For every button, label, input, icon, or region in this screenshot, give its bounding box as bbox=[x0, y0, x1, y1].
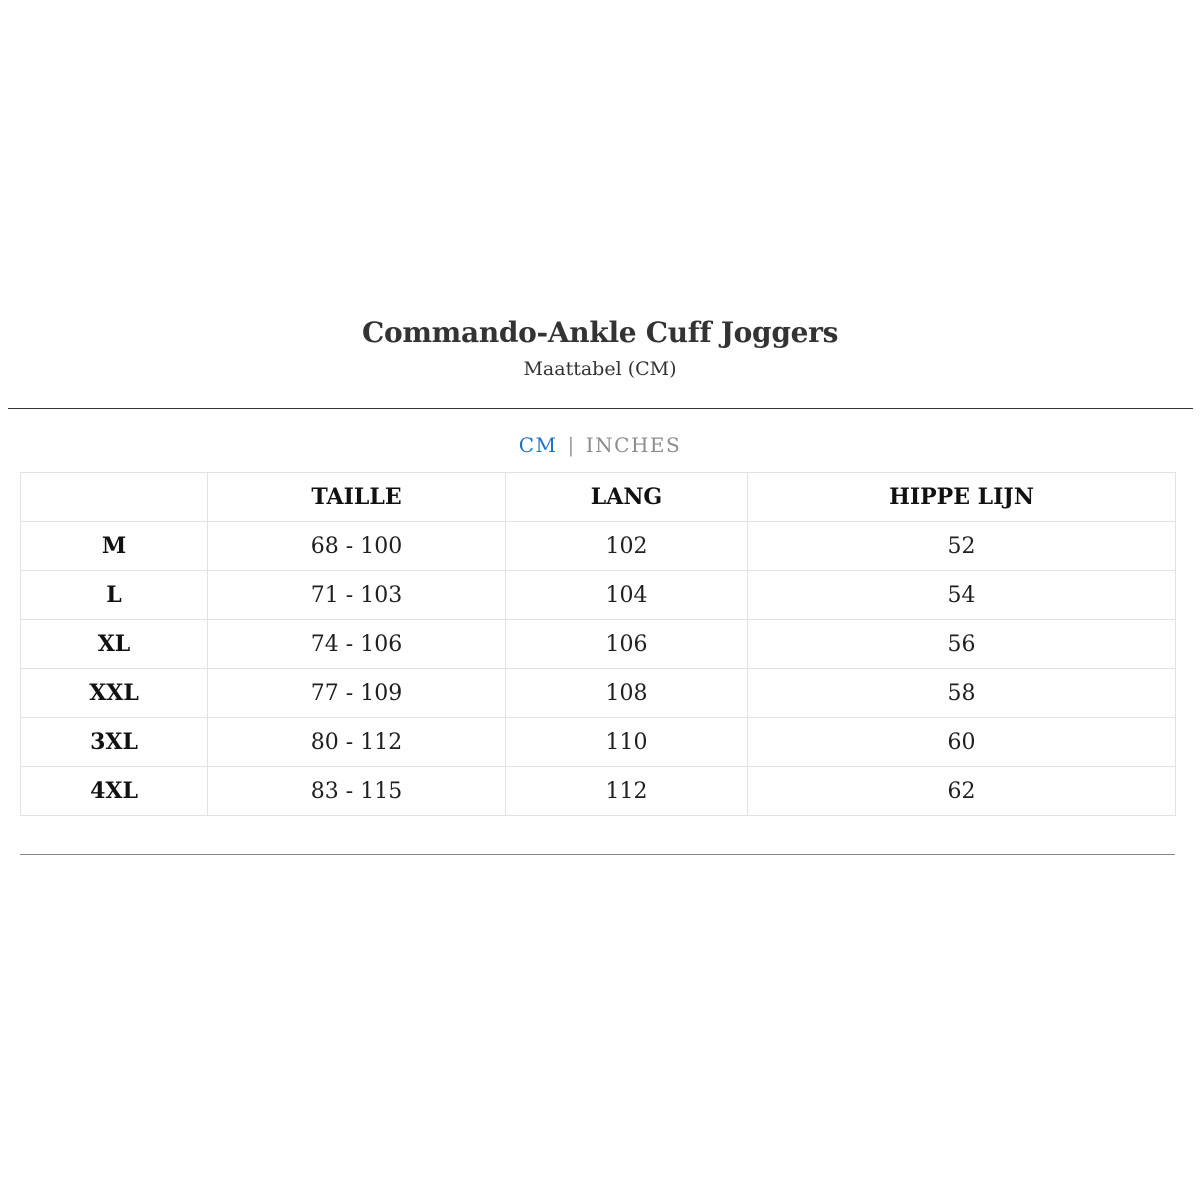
table-row bbox=[21, 571, 1176, 620]
taille-cell: 74 - 106 bbox=[208, 620, 506, 669]
taille-cell: 80 - 112 bbox=[208, 718, 506, 767]
header-lang: LANG bbox=[506, 473, 748, 522]
hippe-lijn-cell: 52 bbox=[748, 522, 1176, 571]
page-title: Commando-Ankle Cuff Joggers bbox=[361, 316, 839, 349]
table-row bbox=[21, 718, 1176, 767]
lang-cell: 110 bbox=[506, 718, 748, 767]
hippe-lijn-cell: 58 bbox=[748, 669, 1176, 718]
table-header-row bbox=[21, 473, 1176, 522]
table-row bbox=[21, 620, 1176, 669]
size-cell: L bbox=[21, 571, 208, 620]
unit-separator: | bbox=[567, 433, 576, 457]
unit-toggle bbox=[0, 433, 1200, 457]
size-cell: M bbox=[21, 522, 208, 571]
lang-cell: 106 bbox=[506, 620, 748, 669]
lang-cell: 108 bbox=[506, 669, 748, 718]
unit-inches-tab[interactable]: INCHES bbox=[585, 433, 682, 457]
table-row bbox=[21, 669, 1176, 718]
hippe-lijn-cell: 56 bbox=[748, 620, 1176, 669]
taille-cell: 71 - 103 bbox=[208, 571, 506, 620]
size-cell: 4XL bbox=[21, 767, 208, 816]
taille-cell: 77 - 109 bbox=[208, 669, 506, 718]
bottom-divider bbox=[20, 854, 1175, 855]
size-cell: XL bbox=[21, 620, 208, 669]
taille-cell: 68 - 100 bbox=[208, 522, 506, 571]
lang-cell: 104 bbox=[506, 571, 748, 620]
hippe-lijn-cell: 62 bbox=[748, 767, 1176, 816]
unit-cm-tab[interactable]: CM bbox=[518, 433, 558, 457]
taille-cell: 83 - 115 bbox=[208, 767, 506, 816]
table-row bbox=[21, 522, 1176, 571]
hippe-lijn-cell: 54 bbox=[748, 571, 1176, 620]
lang-cell: 112 bbox=[506, 767, 748, 816]
lang-cell: 102 bbox=[506, 522, 748, 571]
header-taille: TAILLE bbox=[208, 473, 506, 522]
top-divider bbox=[8, 408, 1193, 409]
size-cell: 3XL bbox=[21, 718, 208, 767]
header-hippe-lijn: HIPPE LIJN bbox=[748, 473, 1176, 522]
size-table bbox=[20, 472, 1176, 816]
page-subtitle: Maattabel (CM) bbox=[523, 358, 677, 380]
header-size bbox=[21, 473, 208, 522]
table-row bbox=[21, 767, 1176, 816]
size-cell: XXL bbox=[21, 669, 208, 718]
hippe-lijn-cell: 60 bbox=[748, 718, 1176, 767]
